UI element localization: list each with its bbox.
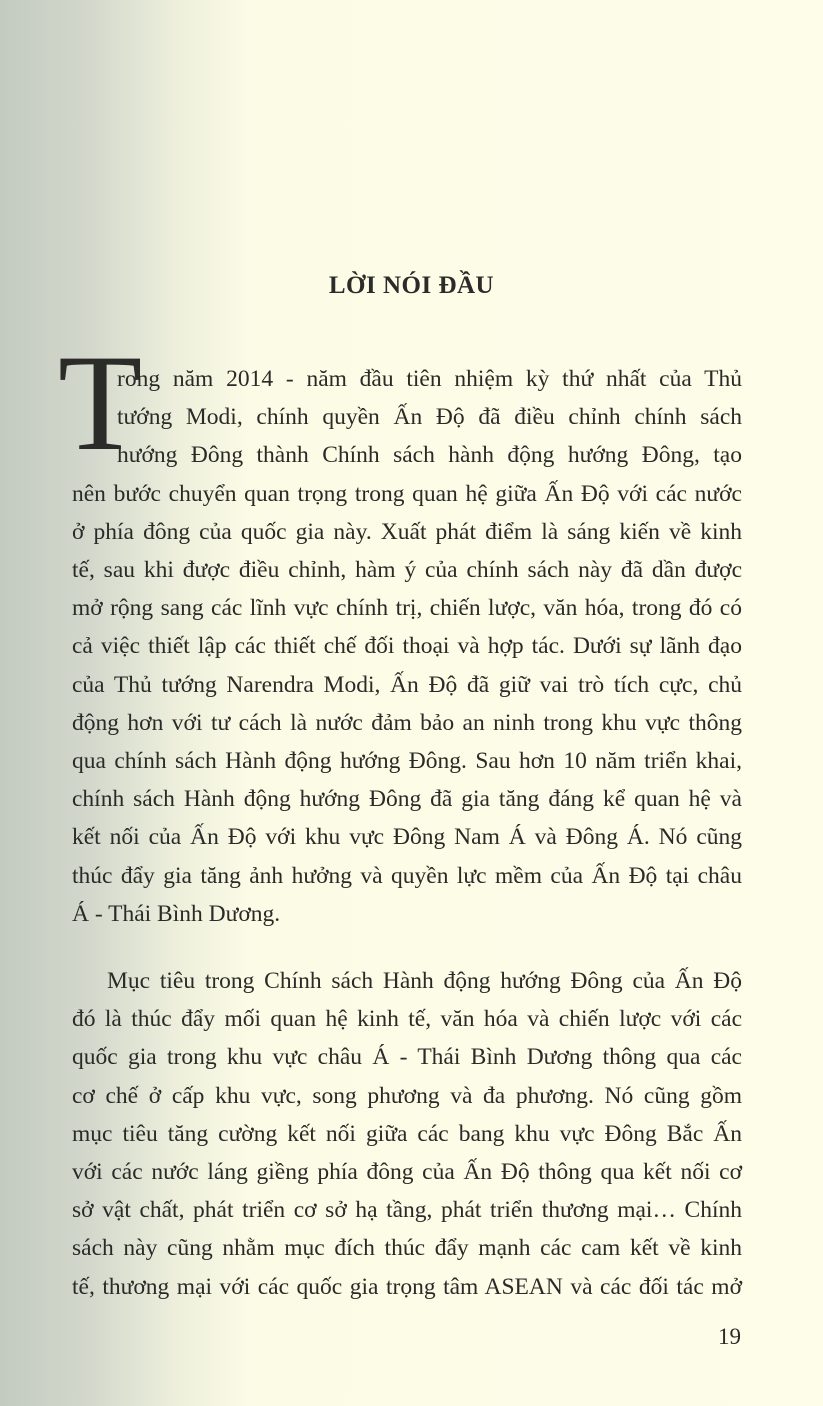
- drop-cap: T: [58, 326, 143, 479]
- text-line: mục tiêu tăng cường kết nối giữa các bang khu vực Đông Bắc Ấn: [72, 1120, 742, 1147]
- text-line: Mục tiêu trong Chính sách Hành động hướng Đông của Ấn Độ: [107, 968, 742, 994]
- text-line: nên bước chuyển quan trọng trong quan hệ giữa Ấn Độ với các nước: [72, 480, 742, 507]
- text-line: tế, sau khi được điều chỉnh, hàm ý của chính sách này đã dần được: [72, 557, 742, 583]
- text-line: cơ chế ở cấp khu vực, song phương và đa phương. Nó cũng gồm: [72, 1082, 742, 1109]
- text-line: tế, thương mại với các quốc gia trọng tâm ASEAN và các đối tác mở: [72, 1273, 742, 1300]
- text-line: Á - Thái Bình Dương.: [72, 900, 281, 927]
- text-line: tướng Modi, chính quyền Ấn Độ đã điều chỉnh chính sách: [117, 404, 742, 431]
- text-line: qua chính sách Hành động hướng Đông. Sau hơn 10 năm triển khai,: [72, 748, 742, 774]
- text-line: với các nước láng giềng phía đông của Ấn Độ thông qua kết nối cơ: [72, 1159, 742, 1185]
- text-line: quốc gia trong khu vực châu Á - Thái Bình Dương thông qua các: [72, 1044, 742, 1071]
- text-line: động hơn với tư cách là nước đảm bảo an ninh trong khu vực thông: [72, 709, 742, 736]
- text-line: mở rộng sang các lĩnh vực chính trị, chiến lược, văn hóa, trong đó có: [72, 595, 742, 622]
- chapter-title: LỜI NÓI ĐẦU: [328, 272, 495, 299]
- text-line: ở phía đông của quốc gia này. Xuất phát điểm là sáng kiến về kinh: [72, 518, 742, 545]
- text-line: chính sách Hành động hướng Đông đã gia tăng đáng kể quan hệ và: [72, 786, 742, 813]
- text-line: kết nối của Ấn Độ với khu vực Đông Nam Á và Đông Á. Nó cũng: [72, 824, 742, 851]
- text-line: thúc đẩy gia tăng ảnh hưởng và quyền lực mềm của Ấn Độ tại châu: [72, 862, 742, 889]
- text-line: đó là thúc đẩy mối quan hệ kinh tế, văn hóa và chiến lược với các: [72, 1006, 742, 1033]
- text-line: của Thủ tướng Narendra Modi, Ấn Độ đã giữ vai trò tích cực, chủ: [72, 671, 742, 698]
- text-line: hướng Đông thành Chính sách hành động hướng Đông, tạo: [117, 442, 742, 469]
- text-line: rong năm 2014 - năm đầu tiên nhiệm kỳ thứ nhất của Thủ: [117, 366, 742, 392]
- text-line: sở vật chất, phát triển cơ sở hạ tầng, phát triển thương mại… Chính: [72, 1197, 742, 1224]
- text-line: sách này cũng nhằm mục đích thúc đẩy mạnh các cam kết về kinh: [72, 1235, 742, 1262]
- page-number: 19: [718, 1324, 741, 1349]
- text-line: cả việc thiết lập các thiết chế đối thoại và hợp tác. Dưới sự lãnh đạo: [72, 633, 742, 660]
